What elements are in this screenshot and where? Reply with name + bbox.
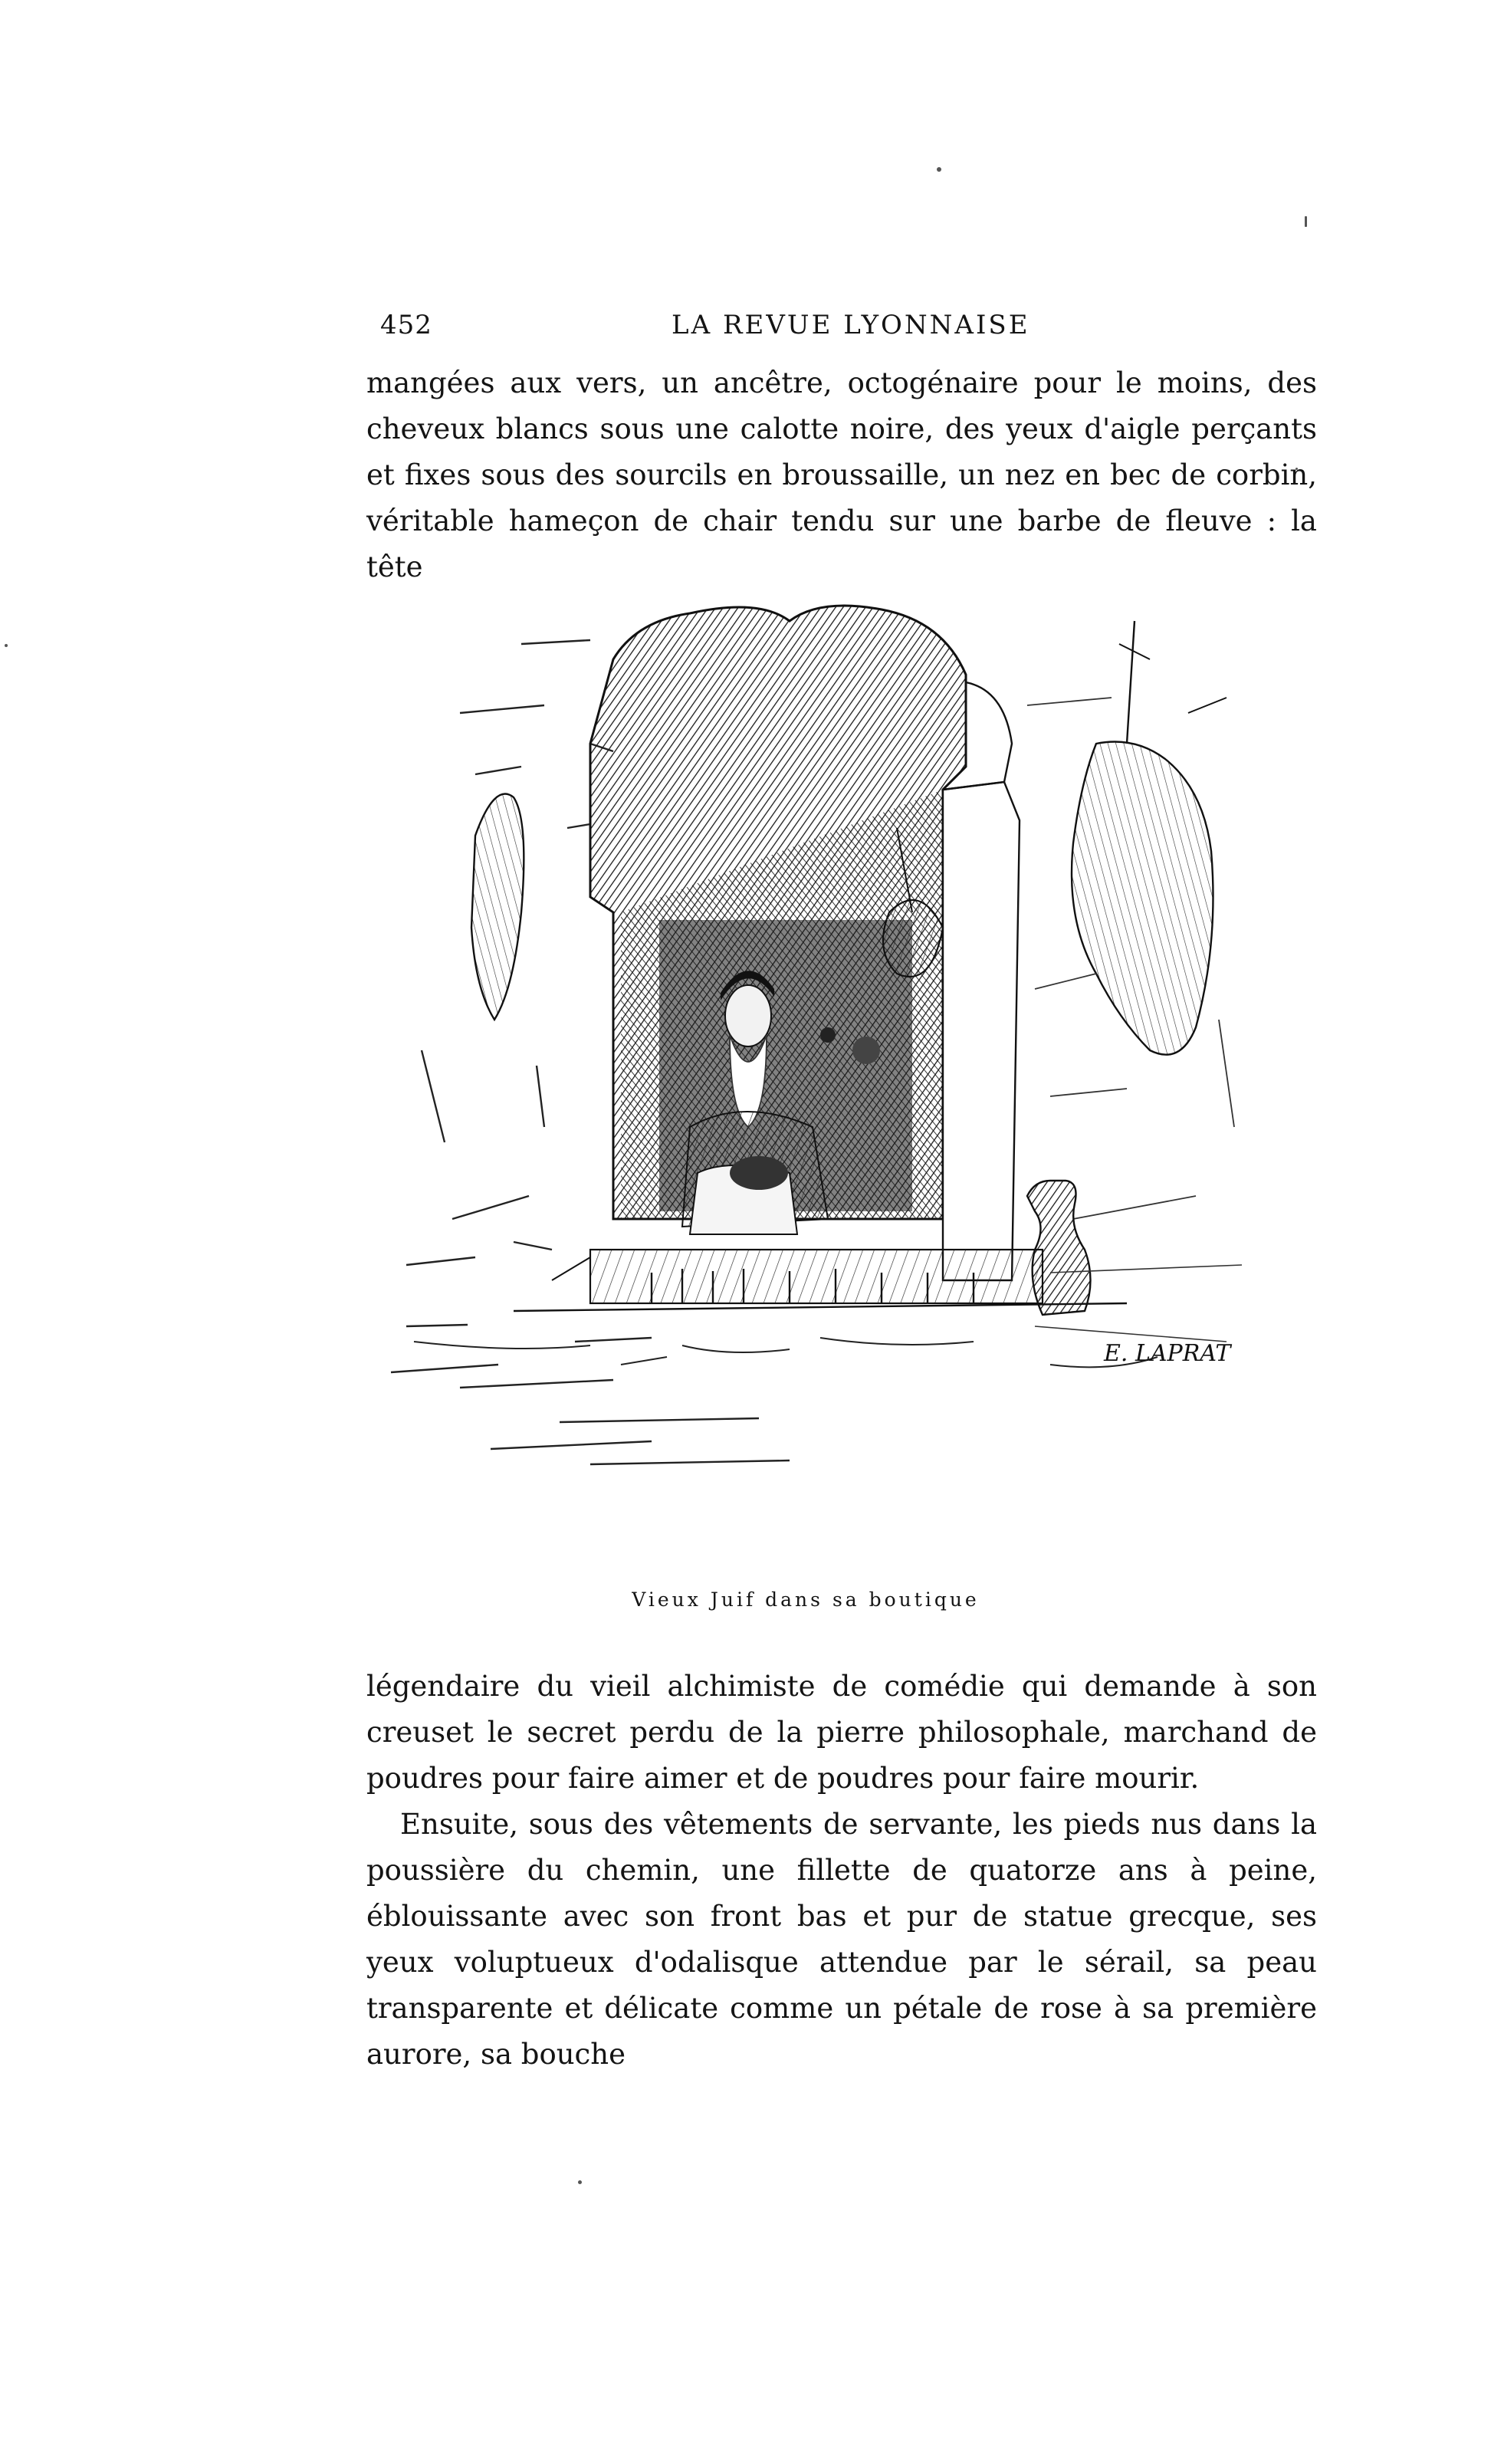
print-speck — [5, 644, 8, 647]
hanging-cloth — [471, 794, 524, 1020]
engraving-illustration — [360, 590, 1326, 1541]
text-block-top — [366, 360, 1317, 590]
hanging-hide — [1072, 742, 1213, 1055]
print-speck — [1305, 216, 1307, 227]
text-block-bottom — [366, 1664, 1317, 2078]
paragraph: légendaire du vieil alchimiste de comédie qui demande à son creuset le secret perdu de la pierre philosophale, marchand de poudres pour faire aimer et de poudres pour faire mourir. — [366, 1670, 1317, 1795]
print-speck — [578, 2180, 582, 2184]
journal-title: LA REVUE LYONNAISE — [672, 310, 1030, 340]
threshold-step — [590, 1250, 1043, 1303]
paragraph: Ensuite, sous des vêtements de servante, les pieds nus dans la poussière du chemin, une fillette de quatorze ans à peine, éblouissante avec son front bas et pur de statue grecque, ses yeux voluptueux d'odalisque attendue par le sérail, sa peau transparente et délicate comme un pétale de rose à sa première aurore, sa bouche — [366, 1808, 1317, 2071]
paragraph: mangées aux vers, un ancêtre, octogénaire pour le moins, des cheveux blancs sous une calotte noire, des yeux d'aigle perçants et fixes sous des sourcils en broussaille, un nez en bec de corbin, véritable hameçon de chair tendu sur une barbe de fleuve : la tête — [366, 366, 1317, 583]
running-head — [380, 310, 1315, 353]
page-number: 452 — [380, 310, 432, 340]
illustration-caption: Vieux Juif dans sa boutique — [632, 1588, 980, 1611]
print-speck — [937, 167, 941, 172]
artist-signature: E. LAPRAT — [1104, 1340, 1231, 1367]
